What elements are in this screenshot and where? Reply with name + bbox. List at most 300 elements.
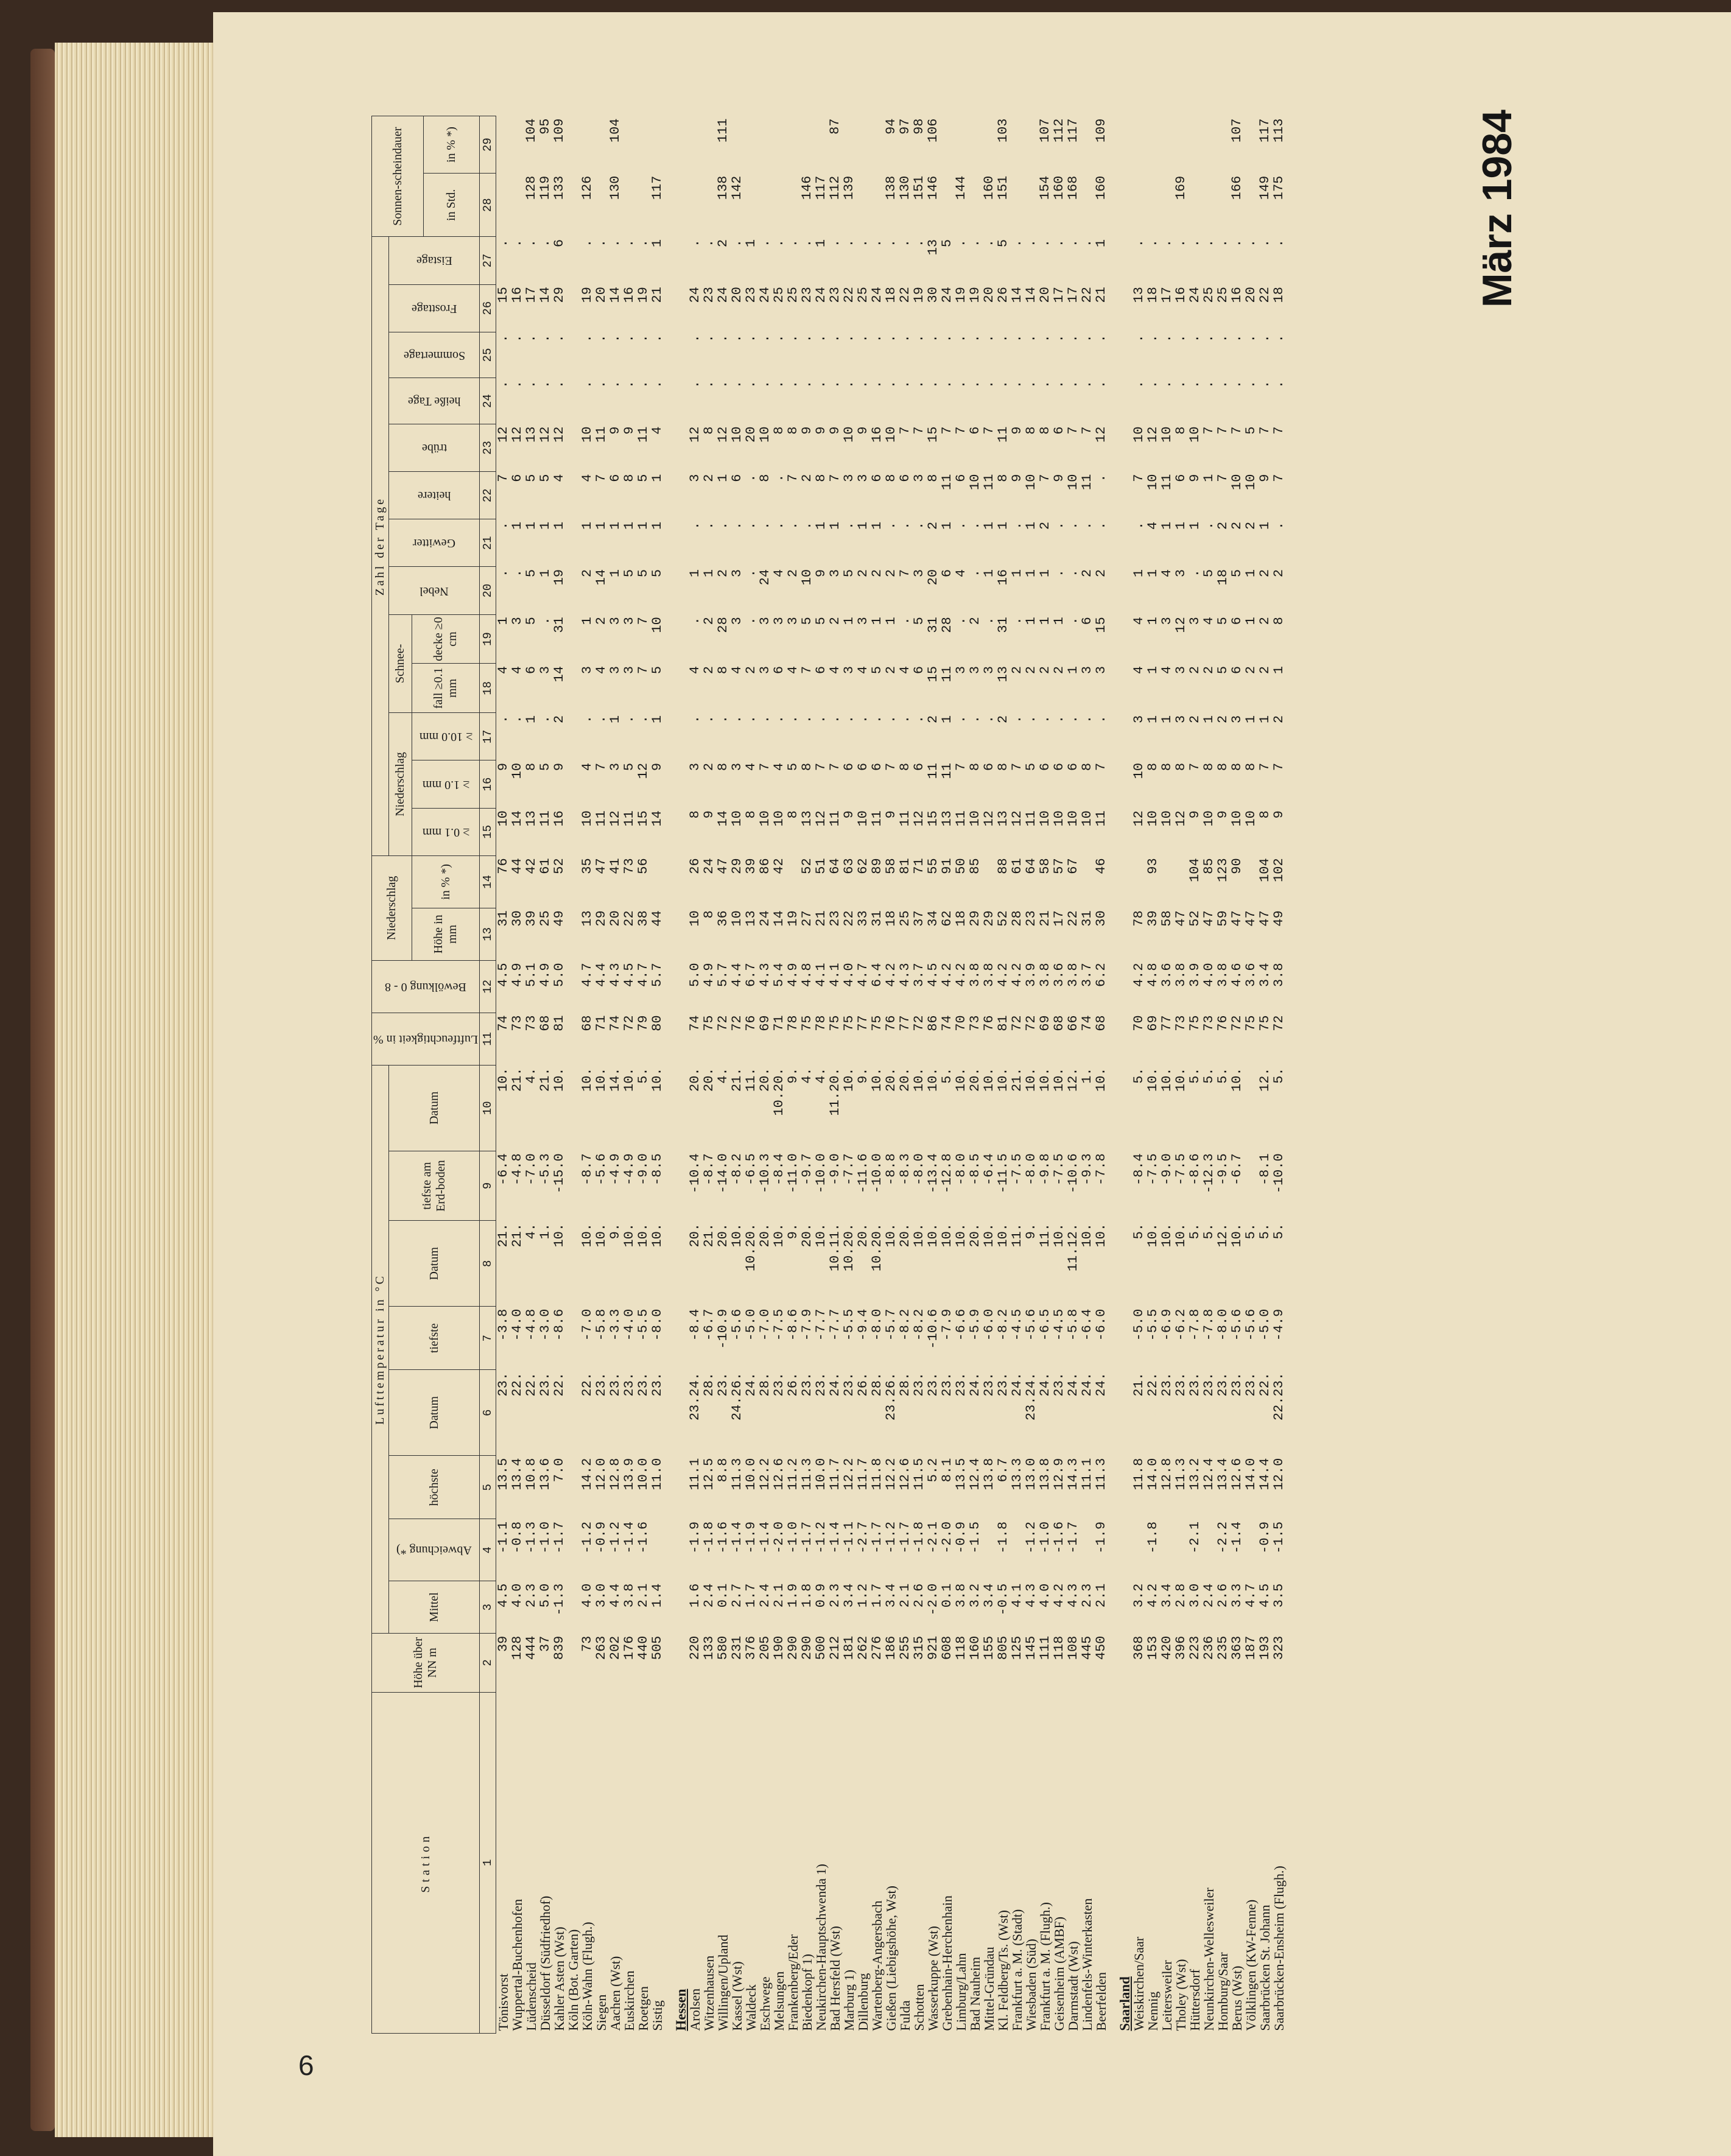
table-cell: -1.8 (911, 1521, 927, 1554)
table-cell: 10 (1066, 474, 1081, 490)
table-cell: . (1009, 617, 1025, 625)
station-name: Wartenberg-Angersbach (869, 1900, 885, 2031)
table-cell: 160 (981, 175, 997, 200)
table-cell (566, 855, 580, 908)
header-tiefste: tiefste (389, 1307, 480, 1370)
table-cell: 33 (855, 910, 871, 927)
table-cell (1132, 116, 1146, 174)
table-cell: 47 (1243, 910, 1259, 927)
table-cell: 3.9 (1187, 963, 1203, 987)
table-row (1160, 116, 1174, 2034)
table-cell: 1 (510, 521, 525, 530)
column-number: 11 (480, 1013, 496, 1065)
table-cell: 14.2 (580, 1458, 595, 1491)
table-cell: -5.6 (1243, 1308, 1259, 1341)
table-cell: . (883, 380, 899, 389)
table-cell: 1 (608, 715, 623, 723)
table-cell (786, 855, 800, 908)
table-cell: 160 (1094, 175, 1109, 200)
table-cell: 7 (594, 762, 609, 771)
table-cell: -7.7 (827, 1308, 843, 1341)
table-cell: -6.7 (701, 1308, 717, 1341)
table-cell: -1.2 (813, 1521, 829, 1554)
table-row (758, 116, 772, 2034)
table-cell: . (925, 334, 941, 343)
table-cell: 29 (552, 287, 567, 303)
table-cell: -5.6 (1229, 1308, 1245, 1341)
table-cell: . (743, 569, 759, 578)
table-cell: 4.1 (813, 963, 829, 987)
table-cell: 3.8 (981, 963, 997, 987)
table-cell: -0.8 (510, 1521, 525, 1554)
table-cell: . (636, 715, 651, 723)
station-name: Beerfelden (1094, 1972, 1109, 2031)
table-cell: 5 (1201, 569, 1217, 578)
table-cell: 12 (715, 426, 731, 443)
table-cell: 8 (1173, 762, 1189, 771)
table-cell: 8 (1201, 762, 1217, 771)
table-cell: 4. (715, 1067, 731, 1084)
table-cell: -2.0 (939, 1521, 955, 1554)
table-cell: 5 (841, 569, 857, 578)
table-cell: 5. (1187, 1067, 1203, 1084)
table-cell: 1 (650, 239, 665, 248)
table-cell: 126 (580, 175, 595, 200)
table-cell: 75 (1187, 1015, 1203, 1031)
station-name: Dillenburg (855, 1973, 871, 2031)
table-cell (730, 116, 744, 174)
table-cell: 6 (771, 665, 787, 675)
table-cell: 11 (594, 810, 609, 827)
table-cell: 10 (1038, 810, 1053, 827)
table-cell: 186 (883, 1635, 899, 1660)
table-cell: . (1094, 715, 1109, 723)
table-cell: 4.2 (953, 963, 969, 987)
table-cell: 10. (1080, 1223, 1095, 1248)
table-cell: 5 (622, 762, 637, 771)
table-cell (636, 116, 650, 174)
table-cell: 10 (1080, 810, 1095, 827)
table-cell: 1 (813, 239, 829, 248)
table-cell: 23. (813, 1372, 829, 1397)
table-cell: 35 (580, 858, 595, 874)
table-cell: 1 (496, 617, 511, 625)
table-cell: . (636, 239, 651, 248)
table-cell: . (1243, 380, 1259, 389)
table-cell: 23. (538, 1372, 553, 1397)
table-cell: 89 (869, 858, 885, 874)
table-cell: 118 (1052, 1635, 1067, 1660)
table-cell: 1 (1187, 521, 1203, 530)
table-cell: 2 (883, 665, 899, 675)
table-cell: 12 (1131, 810, 1147, 827)
table-cell: -7.5 (1173, 1153, 1189, 1186)
table-cell: 74 (939, 1015, 955, 1031)
table-cell: 440 (636, 1635, 651, 1660)
header-ns-prozent: in % *) (412, 855, 480, 908)
table-cell: -2.0 (771, 1521, 787, 1554)
table-cell: -7.7 (841, 1153, 857, 1186)
table-cell: 23. (1243, 1372, 1259, 1397)
table-cell: . (771, 334, 787, 343)
table-cell: -4.0 (510, 1308, 525, 1341)
table-cell: 24 (1187, 287, 1203, 303)
table-cell: -9.5 (1215, 1153, 1231, 1186)
table-cell: 21 (1038, 910, 1053, 927)
table-cell (758, 116, 772, 174)
table-cell: 50 (953, 858, 969, 874)
table-cell: 23. (594, 1372, 609, 1397)
table-cell: 4.2 (1009, 963, 1025, 987)
table-cell (1160, 855, 1174, 908)
table-cell: 500 (813, 1635, 829, 1660)
table-cell: 10. (1145, 1067, 1161, 1092)
table-cell: 22 (1080, 287, 1095, 303)
station-name: Eschwege (757, 1976, 773, 2031)
table-cell: 11. (743, 1067, 759, 1092)
table-cell: 8 (1080, 762, 1095, 771)
page-number: 6 (298, 2049, 314, 2081)
table-cell: . (496, 521, 511, 530)
table-cell: 73 (622, 858, 637, 874)
table-cell: 10.20. (841, 1223, 857, 1272)
table-cell: 30 (510, 910, 525, 927)
table-cell: 9 (552, 762, 567, 771)
table-cell: 20. (687, 1067, 703, 1092)
table-cell (1080, 1519, 1094, 1581)
table-cell: 13.5 (496, 1458, 511, 1491)
table-cell: 5. (1215, 1067, 1231, 1084)
station-name: Köln (Bot. Garten) (566, 1929, 581, 2031)
table-cell: 23.26. (883, 1372, 899, 1421)
table-cell: 30 (1094, 910, 1109, 927)
table-cell: 10.11. (827, 1223, 843, 1272)
table-cell: 10. (552, 1067, 567, 1092)
table-cell: 31 (995, 617, 1011, 633)
table-cell: 12 (608, 810, 623, 827)
table-cell: 23. (1187, 1372, 1203, 1397)
table-cell: 12.2 (757, 1458, 773, 1491)
table-cell: -6.6 (953, 1308, 969, 1341)
table-cell: 10. (1173, 1067, 1189, 1092)
table-cell: 5 (1024, 762, 1039, 771)
table-cell: 23. (939, 1372, 955, 1397)
table-cell: 23. (925, 1372, 941, 1397)
table-cell: 10.0 (636, 1458, 651, 1491)
table-cell: 12.4 (967, 1458, 983, 1491)
table-cell: . (1024, 334, 1039, 343)
table-cell: . (967, 239, 983, 248)
table-cell: 102 (1271, 858, 1287, 882)
table-cell: 2.7 (729, 1583, 745, 1608)
table-cell: 22 (841, 910, 857, 927)
table-cell: 72 (729, 1015, 745, 1031)
table-cell: 9. (785, 1067, 801, 1084)
table-cell: 11 (1024, 810, 1039, 827)
table-cell: 8 (715, 665, 731, 675)
table-cell: . (608, 380, 623, 389)
table-cell: 10 (1229, 474, 1245, 490)
table-cell: 1 (594, 521, 609, 530)
table-cell (772, 174, 786, 237)
table-cell: -2.7 (855, 1521, 871, 1554)
table-cell: 12. (1215, 1223, 1231, 1248)
column-number: 27 (480, 237, 496, 284)
table-cell: 5 (799, 617, 815, 625)
table-cell: 30 (925, 287, 941, 303)
table-cell: 42 (771, 858, 787, 874)
table-cell: 315 (911, 1635, 927, 1660)
table-cell: 363 (1229, 1635, 1245, 1660)
table-cell: 7 (1271, 426, 1287, 435)
table-cell: 4 (580, 474, 595, 482)
table-cell: . (608, 239, 623, 248)
table-row (1038, 116, 1052, 2034)
table-cell: 1.7 (869, 1583, 885, 1608)
table-cell: 10. (911, 1223, 927, 1248)
station-name: Bad Hersfeld (Wst) (827, 1926, 843, 2031)
table-cell: 4 (552, 474, 567, 482)
table-cell: . (1038, 239, 1053, 248)
table-cell: -8.4 (687, 1308, 703, 1341)
table-cell: . (729, 239, 745, 248)
table-cell: 805 (995, 1635, 1011, 1660)
table-cell: 290 (799, 1635, 815, 1660)
table-cell: -7.5 (1052, 1153, 1067, 1186)
table-cell: 376 (743, 1635, 759, 1660)
table-cell: 23. (841, 1372, 857, 1397)
table-cell: 2.1 (897, 1583, 913, 1608)
table-row (650, 116, 664, 2034)
table-cell: 55 (925, 858, 941, 874)
table-cell: 7 (981, 426, 997, 435)
table-cell: 2 (1257, 617, 1273, 625)
table-cell: -5.0 (1131, 1308, 1147, 1341)
table-cell: . (743, 474, 759, 482)
table-cell: 2 (855, 569, 871, 578)
table-cell: 2 (552, 715, 567, 723)
table-cell: 12 (981, 810, 997, 827)
table-cell: 1 (1145, 665, 1161, 675)
table-cell: 1 (1038, 617, 1053, 625)
table-cell: 49 (1271, 910, 1287, 927)
table-cell: 4 (1131, 617, 1147, 625)
table-cell (594, 174, 608, 237)
table-cell: . (1159, 380, 1175, 389)
table-cell: 69 (757, 1015, 773, 1031)
table-cell: 130 (897, 175, 913, 200)
table-cell: 23. (1215, 1372, 1231, 1397)
table-cell (594, 116, 608, 174)
table-cell: 5. (636, 1067, 651, 1084)
table-cell: 76 (743, 1015, 759, 1031)
header-zahl-der-tage: Zahl der Tage (372, 237, 389, 855)
table-cell: . (827, 380, 843, 389)
table-cell: 11.8 (1131, 1458, 1147, 1491)
table-cell: 2 (580, 569, 595, 578)
table-row (1202, 116, 1216, 2034)
table-cell: 7 (1094, 762, 1109, 771)
table-cell: 7 (1215, 426, 1231, 435)
table-cell: . (855, 380, 871, 389)
table-cell: 2 (1052, 665, 1067, 675)
table-cell: 73 (580, 1635, 595, 1652)
table-cell: -7.7 (813, 1308, 829, 1341)
table-cell: 4.2 (1052, 1583, 1067, 1608)
table-cell (1216, 174, 1230, 237)
table-cell: 5.1 (524, 963, 539, 987)
table-cell: 24 (813, 287, 829, 303)
table-cell: -1.7 (869, 1521, 885, 1554)
table-cell: 4 (855, 665, 871, 675)
table-cell: 6 (911, 665, 927, 675)
table-cell: 20. (687, 1223, 703, 1248)
table-cell: . (1229, 239, 1245, 248)
table-cell: 1 (981, 569, 997, 578)
table-cell: 21. (729, 1067, 745, 1092)
table-cell: 368 (1131, 1635, 1147, 1660)
table-cell: 47 (1173, 910, 1189, 927)
table-cell: . (855, 715, 871, 723)
table-cell: 10. (883, 1223, 899, 1248)
table-cell: -8.4 (1131, 1153, 1147, 1186)
table-cell: 6 (1173, 474, 1189, 482)
table-cell: 1 (1201, 715, 1217, 723)
table-cell: . (687, 617, 703, 625)
table-cell: . (757, 715, 773, 723)
table-cell: . (883, 334, 899, 343)
table-cell: 21. (1009, 1067, 1025, 1092)
table-row (594, 116, 608, 2034)
table-cell: 1 (1159, 715, 1175, 723)
table-cell: 608 (939, 1635, 955, 1660)
table-cell: 5. (1201, 1067, 1217, 1084)
table-cell: 20. (701, 1067, 717, 1092)
table-cell: 4. (799, 1067, 815, 1084)
table-cell: 20. (883, 1067, 899, 1092)
table-cell: . (799, 380, 815, 389)
table-cell: . (496, 569, 511, 578)
table-cell: 24. (967, 1372, 983, 1397)
spacer-cell (1108, 116, 1118, 2034)
table-cell: 90 (1229, 858, 1245, 874)
table-cell: 10 (1145, 810, 1161, 827)
table-cell (622, 174, 636, 237)
table-cell: -5.0 (1257, 1308, 1273, 1341)
table-cell: -4.8 (510, 1153, 525, 1186)
table-cell: 25 (1215, 287, 1231, 303)
table-cell: 24. (1094, 1372, 1109, 1397)
table-cell: 69 (1145, 1015, 1161, 1031)
table-cell: 24. (1066, 1372, 1081, 1397)
table-cell (580, 116, 594, 174)
table-cell (496, 116, 511, 174)
header-sonnenscheindauer: Sonnen-scheindauer (372, 116, 424, 237)
table-cell: 138 (715, 175, 731, 200)
table-cell: 11 (622, 810, 637, 827)
table-cell: 7 (1201, 426, 1217, 435)
table-cell: 70 (1131, 1015, 1147, 1031)
table-cell: 75 (841, 1015, 857, 1031)
table-cell: -1.0 (785, 1521, 801, 1554)
table-cell: -1.9 (687, 1521, 703, 1554)
table-cell: 1 (538, 521, 553, 530)
table-cell: 11 (594, 426, 609, 443)
table-cell: 23. (1229, 1372, 1245, 1397)
table-cell: 74 (687, 1015, 703, 1031)
table-cell: 24 (869, 287, 885, 303)
table-cell: 5 (939, 239, 955, 248)
table-row (538, 116, 552, 2034)
table-cell: . (538, 617, 553, 625)
table-cell: . (1271, 521, 1287, 530)
table-cell: 2 (1243, 665, 1259, 675)
table-cell: 1 (1145, 715, 1161, 723)
table-cell: 71 (594, 1015, 609, 1031)
table-cell: 2 (827, 617, 843, 625)
table-cell: 10. (580, 1223, 595, 1248)
table-cell: . (995, 380, 1011, 389)
table-cell: -10.4 (687, 1153, 703, 1194)
table-cell: -1.0 (538, 1521, 553, 1554)
table-cell: 145 (1024, 1635, 1039, 1660)
table-cell: 450 (1094, 1635, 1109, 1660)
table-cell: 15 (925, 665, 941, 683)
column-number-row (480, 116, 496, 2034)
table-cell: . (743, 380, 759, 389)
table-cell: 11 (636, 426, 651, 443)
table-row (1066, 116, 1080, 2034)
table-cell: -7.0 (757, 1308, 773, 1341)
table-cell: 12 (911, 810, 927, 827)
table-cell (1132, 855, 1146, 908)
table-cell: 117 (1257, 118, 1273, 143)
column-number: 22 (480, 472, 496, 519)
table-cell: 17 (524, 287, 539, 303)
table-cell: 10 (1243, 474, 1259, 490)
table-cell: -8.2 (995, 1308, 1011, 1341)
table-cell: . (687, 521, 703, 530)
table-cell: . (785, 334, 801, 343)
table-cell: 21. (1131, 1372, 1147, 1397)
table-cell: . (785, 380, 801, 389)
table-cell: -6.5 (743, 1153, 759, 1186)
table-cell: . (897, 334, 913, 343)
table-cell: . (813, 380, 829, 389)
table-cell: 23. (911, 1372, 927, 1397)
table-cell: 839 (552, 1635, 567, 1660)
table-cell: 10. (1159, 1223, 1175, 1248)
table-cell: 4. (524, 1067, 539, 1084)
table-cell: 4 (743, 762, 759, 771)
table-cell: 1 (1243, 617, 1259, 625)
table-cell: . (855, 334, 871, 343)
table-cell: 3.8 (953, 1583, 969, 1608)
table-cell: 71 (771, 1015, 787, 1031)
table-cell: 20. (757, 1067, 773, 1092)
header-truebe: trübe (389, 424, 480, 471)
table-cell: 11.1 (687, 1458, 703, 1491)
table-row (688, 116, 702, 2034)
table-cell: 13.0 (1024, 1458, 1039, 1491)
table-row (982, 116, 996, 2034)
table-cell: -2.2 (1215, 1521, 1231, 1554)
table-cell: 11.3 (1173, 1458, 1189, 1491)
table-cell: 11.3 (799, 1458, 815, 1491)
table-cell: 18 (883, 287, 899, 303)
table-cell: . (953, 617, 969, 625)
table-cell: 31 (869, 910, 885, 927)
